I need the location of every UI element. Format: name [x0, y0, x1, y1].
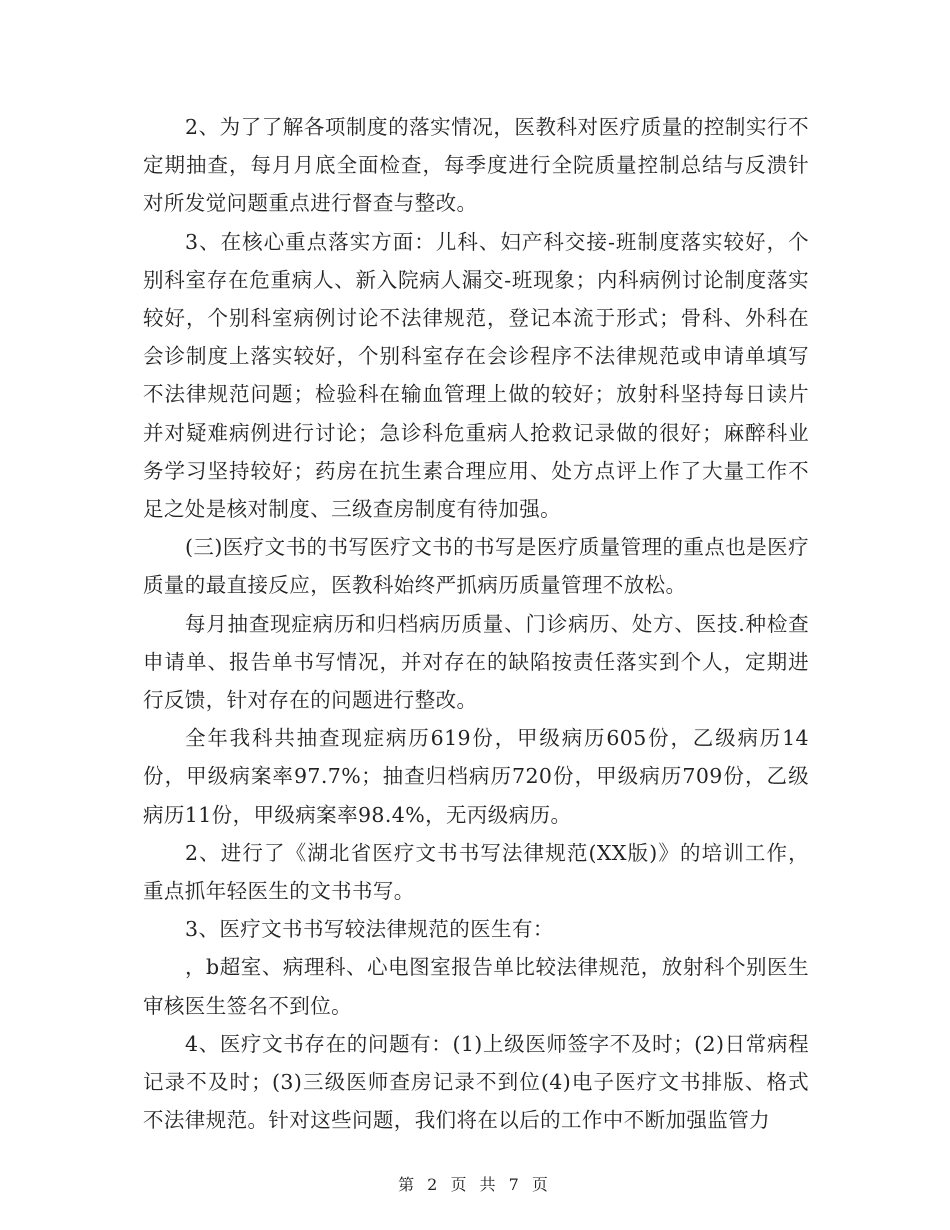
paragraph-8: ，b超室、病理科、心电图室报告单比较法律规范，放射科个别医生审核医生签名不到位。	[143, 955, 809, 1018]
paragraph-7: 3、医疗文书书写较法律规范的医生有：	[185, 917, 554, 942]
paragraph-4: 每月抽查现症病历和归档病历质量、门诊病历、处方、医技.种检查申请单、报告单书写情况，并对存在的缺陷按责任落实到个人，定期进行反馈，针对存在的问题进行整改。	[143, 611, 809, 713]
paragraph-1: 2、为了了解各项制度的落实情况，医教科对医疗质量的控制实行不定期抽查，每月月底全面检查，每季度进行全院质量控制总结与反溃针对所发觉问题重点进行督查与整改。	[143, 115, 809, 216]
paragraph-9: 4、医疗文书存在的问题有：(1)上级医师签字不及时；(2)日常病程记录不及时；(3)三级医师查房记录不到位(4)电子医疗文书排版、格式不法律规范。针对这些问题，我们将在以后的工作中不断加强监管力	[143, 1031, 809, 1133]
paragraph-5: 全年我科共抽查现症病历619份，甲级病历605份，乙级病历14份，甲级病案率97.7%；抽查归档病历720份，甲级病历709份，乙级病历11份，甲级病案率98.4%，无丙级病历。	[143, 726, 809, 827]
paragraph-6: 2、进行了《湖北省医疗文书书写法律规范(XX版)》的培训工作，重点抓年轻医生的文书书写。	[143, 840, 810, 904]
page-footer: 第 2 页 共 7 页	[398, 1175, 552, 1194]
paragraph-2: 3、在核心重点落实方面：儿科、妇产科交接-班制度落实较好，个别科室存在危重病人、新入院病人漏交-班现象；内科病例讨论制度落实较好，个别科室病例讨论不法律规范，登记本流于形式；骨科、外科在会诊制度上落实较好，个别科室存在会诊程序不法律规范或申请单填写不法律规范问题；检验科在输血管理上做的较好；放射科坚持每日读片并对疑难病例进行讨论；急诊科危重病人抢救记录做的很好；麻醉科业务学习坚持较好；药房在抗生素合理应用、处方点评上作了大量工作不足之处是核对制度、三级查房制度有待加强。	[143, 229, 809, 522]
document-body	[143, 108, 809, 1139]
paragraph-3: (三)医疗文书的书写医疗文书的书写是医疗质量管理的重点也是医疗质量的最直接反应，医教科始终严抓病历质量管理不放松。	[143, 535, 809, 598]
